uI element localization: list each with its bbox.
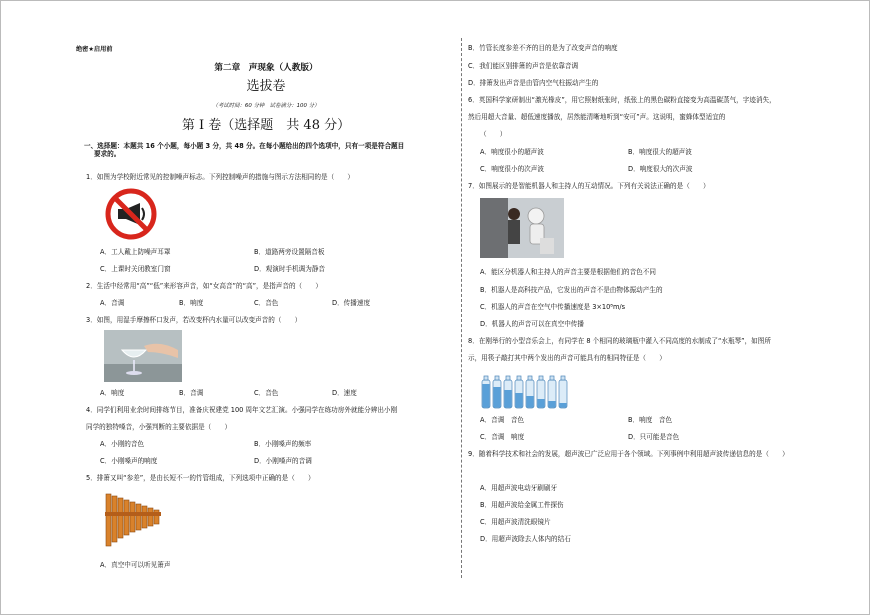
q9-option-b: B．用超声波给金属工件探伤 (480, 501, 564, 509)
water-bottles-image (480, 370, 572, 410)
panpipe-image (104, 490, 166, 554)
q7-option-b: B．机器人是高科技产品，它发出的声音不是由物体振动产生的 (480, 286, 663, 294)
robot-host-photo (480, 198, 564, 258)
q6-option-d: D．响度很大的次声波 (628, 165, 693, 173)
question-4-text-line-1: 4．同学们利用业余时间排练节目，准备庆祝建党 100 周年文艺汇演。小强同学在练功房外就能分辨出小刚 (86, 406, 398, 414)
exam-title: 选拔卷 (246, 79, 286, 94)
question-9-text: 9．随着科学技术和社会的发展，超声波已广泛应用于各个领域。下列事例中利用超声波传递信息的是（ ） (468, 450, 789, 458)
question-7-text: 7．如图展示的是智能机器人和主持人的互动情况。下列有关说法正确的是（ ） (468, 182, 710, 190)
question-5-text: 5．排箫又叫“参差”，是由长短不一的竹管组成，下列选项中正确的是（ ） (86, 474, 315, 482)
q5-option-b: B．竹管长度参差不齐的目的是为了改变声音的响度 (468, 44, 618, 52)
q5-option-d: D．排箫发出声音是由管内空气柱振动产生的 (468, 79, 599, 87)
water-bottles-figure (480, 370, 572, 410)
q1-option-c: C．上课时关闭教室门窗 (100, 265, 171, 273)
wine-glass-photo (104, 330, 182, 382)
question-1-text: 1．如图为学校附近常见的控制噪声标志。下列控制噪声的措施与图示方法相同的是（ ） (86, 173, 354, 181)
q4-option-c: C．小刚嗓声的响度 (100, 457, 158, 465)
question-4-text-line-2: 同学的独特嗓音，小强判断的主要依据是（ ） (86, 423, 232, 431)
question-8-text-line-2: 示，用筷子敲打其中两个发出的声音可能具有的相同特征是（ ） (468, 354, 666, 362)
q7-option-a: A．能区分机器人和主持人的声音主要是根据他们的音色不同 (480, 268, 656, 276)
q1-option-b: B．道路两旁设置隔音板 (254, 248, 325, 256)
question-8-text-line-1: 8．在刚举行的小型音乐会上，有同学在 8 个相同的玻璃瓶中灌入不同高度的水制成了“水瓶琴”，如图所 (468, 337, 771, 345)
column-divider (461, 38, 462, 578)
q8-option-d: D．只可能是音色 (628, 433, 680, 441)
right-column (468, 0, 848, 615)
q4-option-d: D．小刚嗓声的音调 (254, 457, 312, 465)
q1-option-a: A．工人戴上防噪声耳罩 (100, 248, 171, 256)
q9-option-c: C．用超声波清洗眼镜片 (480, 518, 551, 526)
q5-option-c: C．我们能区别排箫的声音是依靠音调 (468, 62, 579, 70)
wine-glass-figure (104, 330, 182, 382)
q3-option-d: D．速度 (332, 389, 357, 397)
question-3-text: 3．如图，用湿手摩擦杯口发声，若改变杯内水量可以改变声音的（ ） (86, 316, 302, 324)
question-6-text-line-3: （ ） (480, 130, 507, 138)
q4-option-a: A．小刚的音色 (100, 440, 145, 448)
q8-option-a: A．音调 音色 (480, 416, 525, 424)
q9-option-a: A．用超声波电动牙刷刷牙 (480, 484, 558, 492)
no-horn-icon (104, 187, 158, 241)
q4-option-b: B．小刚嗓声的频率 (254, 440, 312, 448)
q6-option-a: A．响度很小的超声波 (480, 148, 544, 156)
volume-title: 第 I 卷（选择题 共 48 分） (181, 118, 351, 133)
q2-option-b: B．响度 (179, 299, 204, 307)
q7-option-c: C．机器人的声音在空气中传播速度是 3×10⁸m/s (480, 303, 626, 311)
q3-option-c: C．音色 (254, 389, 279, 397)
q8-option-b: B．响度 音色 (628, 416, 673, 424)
q6-option-b: B．响度很大的超声波 (628, 148, 692, 156)
question-2-text: 2．生活中经常用“高”“低”来形容声音，如“女高音”的“高”，是指声音的（ ） (86, 282, 322, 290)
section-line-1: 一、选择题：本题共 16 个小题，每小题 3 分，共 48 分。在每小题给出的四个选项中，只有一项是符合题目 (84, 142, 405, 150)
q9-option-d: D．用超声波除去人体内的结石 (480, 535, 571, 543)
robot-host-figure (480, 198, 564, 258)
section-heading (84, 142, 456, 158)
question-6-text-line-2: 然后用超大音量、超低速度播放，居然能清晰地听到“安可”声。这说明，蜜蜂体型适宜的 (468, 113, 726, 121)
q3-option-b: B．音调 (179, 389, 204, 397)
panpipe-figure (104, 490, 166, 554)
q2-option-a: A．音调 (100, 299, 125, 307)
chapter-title: 第二章 声现象（人教版） (214, 63, 318, 73)
question-6-text-line-1: 6．英国科学家研制出“激光橡皮”，用它照射纸张时，纸张上的黑色碳粉直接变为高温碳蒸气，字迹消失， (468, 96, 776, 104)
q5-option-a: A．真空中可以听见箫声 (100, 561, 171, 569)
secret-label: 绝密★启用前 (76, 46, 113, 53)
q8-option-c: C．音调 响度 (480, 433, 525, 441)
no-horn-sign-figure (104, 187, 158, 241)
q1-option-d: D．观演时手机调为静音 (254, 265, 326, 273)
q6-option-c: C．响度很小的次声波 (480, 165, 544, 173)
left-column (76, 0, 456, 615)
q7-option-d: D．机器人的声音可以在真空中传播 (480, 320, 584, 328)
q2-option-c: C．音色 (254, 299, 279, 307)
exam-info: （考试时间：60 分钟 试卷满分：100 分） (212, 103, 320, 109)
q2-option-d: D．传播速度 (332, 299, 371, 307)
section-line-2: 要求的。 (94, 150, 121, 159)
q3-option-a: A．响度 (100, 389, 125, 397)
